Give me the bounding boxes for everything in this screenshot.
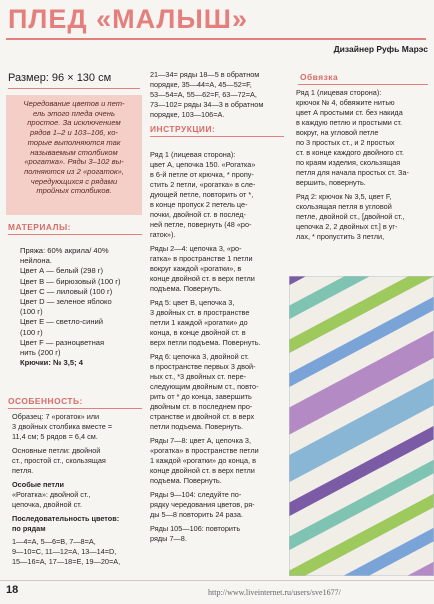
sequence-line: порядке, 103—106=А. — [150, 110, 225, 119]
blanket-photo — [289, 276, 434, 576]
row1-line: цвет А, цепочка 150. «Рогатка» — [150, 160, 256, 169]
color-f-weight: нить (200 г) — [20, 348, 61, 358]
row5-line: верх петли подъема. Повернуть. — [150, 338, 261, 347]
intro-line: рядов 1–2 и 103–106, ко- — [30, 128, 118, 138]
color-e: Цвет Е — светло-синий — [20, 317, 104, 327]
size-divider — [8, 88, 140, 89]
row6-line: рить от * до конца, завершить — [150, 392, 252, 401]
color-d: Цвет D — зеленое яблоко — [20, 297, 112, 307]
page-number: 18 — [6, 584, 19, 596]
row2-line: подъема. Повернуть. — [150, 284, 222, 293]
intro-line: чередующихся с рядами — [30, 176, 118, 186]
border-row2-line: лах, * пропустить 3 петли, — [296, 232, 385, 241]
source-url[interactable]: http://www.liveinternet.ru/users/sve1677/ — [208, 588, 341, 597]
row2-line: гатка» в пространстве 1 петли — [150, 254, 253, 263]
row6-line: петли подъема. Повернуть. — [150, 422, 244, 431]
row5-line: конца, в конце двойной ст. в — [150, 328, 246, 337]
title-divider — [6, 38, 426, 40]
intro-line: ель этого пледа очень — [33, 108, 115, 118]
size-label: Размер: 96 × 130 см — [8, 72, 112, 84]
row2-line: Ряды 2—4: цепочка 3, «ро- — [150, 244, 242, 253]
sequence-line: 1—4=А, 5—6=В, 7—8=А, — [12, 537, 96, 546]
sequence-heading: Последовательность цветов: — [12, 514, 120, 523]
row1-line: почки, двойной ст. в послед- — [150, 210, 246, 219]
row1-line: в конце пропуск 2 петель це- — [150, 200, 248, 209]
intro-line: «рогатка». Ряды 3–102 вы- — [24, 157, 124, 167]
border-divider — [298, 84, 428, 85]
sample-line: 3 двойных столбика вместе = — [12, 422, 113, 431]
color-b: Цвет В — бирюзовый (100 г) — [20, 276, 121, 286]
border-row1-line: вершить, повернуть. — [296, 178, 366, 187]
row5-line: 3 двойных ст. в пространстве — [150, 308, 250, 317]
row1-line: ней петле, повернуть (48 «ро- — [150, 220, 252, 229]
row1-line: в 6-й петле от крючка, * пропу- — [150, 170, 254, 179]
color-d-weight: (100 г) — [20, 307, 43, 317]
border-list — [296, 88, 428, 242]
row6-line: Ряд 6: цепочка 3, двойной ст. — [150, 352, 249, 361]
special-stitch-line: «Рогатка»: двойной ст., — [12, 490, 91, 499]
row105-line: Ряды 105—106: повторить — [150, 524, 241, 533]
sequence-subheading: по рядам — [12, 524, 46, 533]
color-a: Цвет А — белый (298 г) — [20, 266, 104, 276]
border-row2-line: цепочка 2, 2 двойных ст.] в уг- — [296, 222, 398, 231]
color-c: Цвет С — лиловый (100 г) — [20, 286, 113, 296]
sequence-line: 9—10=С, 11—12=А, 13—14=D, — [12, 547, 117, 556]
row6-line: в пространстве первых 3 двой- — [150, 362, 256, 371]
sequence-line: порядке, 35—44=А, 45—52=F, — [150, 80, 252, 89]
footer-divider — [0, 580, 434, 581]
instructions-heading: ИНСТРУКЦИИ: — [150, 124, 216, 134]
border-row1-line: крючок № 4, обвяжите нитью — [296, 98, 395, 107]
basic-stitches-line: Основные петли: двойной — [12, 446, 101, 455]
color-f: Цвет F — разноцветная — [20, 337, 105, 347]
border-heading: Обвязка — [300, 72, 339, 82]
materials-divider — [8, 234, 142, 235]
row105-line: ряды 7—8. — [150, 534, 187, 543]
border-row2-line: петле, двойной ст., [двойной ст., — [296, 212, 405, 221]
sequence-line: 53—54=А, 55—62=F, 63—72=А, — [150, 90, 257, 99]
row7-line: 1 каждой «рогатки» до конца, в — [150, 456, 256, 465]
row1-line: Ряд 1 (лицевая сторона): — [150, 150, 236, 159]
instructions-list — [150, 150, 286, 544]
page-title: ПЛЕД «МАЛЫШ» — [8, 4, 248, 34]
basic-stitches-line: ст., простой ст., скользящая — [12, 456, 106, 465]
features-list — [12, 412, 142, 567]
intro-line: тройных столбиков. — [36, 186, 112, 196]
border-row1-line: по 3 простых ст., и 2 простых — [296, 138, 395, 147]
row9-line: рядку чередования цветов, ря- — [150, 500, 255, 509]
sample-line: Образец: 7 «рогаток» или — [12, 412, 100, 421]
row6-line: следующим двойным ст., повто- — [150, 382, 259, 391]
sample-line: 11,4 см; 5 рядов = 6,4 см. — [12, 432, 98, 441]
designer-credit: Дизайнер Руфь Марэс — [333, 44, 428, 54]
row5-line: Ряд 5: цвет В, цепочка 3, — [150, 298, 235, 307]
intro-line: Чередование цветов и пет- — [23, 99, 125, 108]
row6-line: двойным ст. в последнем про- — [150, 402, 253, 411]
yarn-line: Пряжа: 60% акрила/ 40% — [20, 246, 109, 255]
color-e-weight: (100 г) — [20, 327, 43, 337]
yarn-line: нейлона. — [20, 256, 52, 266]
border-row1-line: по краям изделия, скользящая — [296, 158, 401, 167]
row7-line: «рогатка» в пространстве петли — [150, 446, 259, 455]
border-row1-line: вокруг, на угловой петле — [296, 128, 379, 137]
border-row2-line: скользящая петля в угловой — [296, 202, 392, 211]
border-row1-line: ст. в конце каждого двойного ст. — [296, 148, 404, 157]
sequence-line: 15—16=А, 17—18=Е, 19—20=А, — [12, 557, 121, 566]
intro-line: полняются из 2 «рогаток», — [24, 166, 124, 176]
features-divider — [8, 408, 142, 409]
sequence-line: 73—102= ряды 34—3 в обратном — [150, 100, 264, 109]
row7-line: Ряды 7—8: цвет А, цепочка 3, — [150, 436, 251, 445]
border-row1-line: петля для начала простых ст. За- — [296, 168, 409, 177]
row7-line: конце двойной ст. в верх петли — [150, 466, 255, 475]
row9-line: Ряды 9—104: следуйте по- — [150, 490, 242, 499]
special-stitches-heading: Особые петли — [12, 480, 64, 489]
row1-line: гаток»). — [150, 230, 176, 239]
sequence-line: 21—34= ряды 18—5 в обратном — [150, 70, 260, 79]
row6-line: ных ст., *3 двойных ст. пере- — [150, 372, 247, 381]
materials-heading: МАТЕРИАЛЫ: — [8, 222, 71, 232]
hooks-line: Крючки: № 3,5; 4 — [20, 358, 83, 368]
row7-line: подъема. Повернуть. — [150, 476, 222, 485]
intro-note — [6, 95, 142, 215]
features-heading: ОСОБЕННОСТЬ: — [8, 396, 83, 406]
special-stitch-line: цепочка, двойной ст. — [12, 500, 82, 509]
row9-line: ды 5—8 повторить 24 раза. — [150, 510, 243, 519]
border-row1-line: Ряд 1 (лицевая сторона): — [296, 88, 382, 97]
intro-line: называемым столбиком — [30, 147, 118, 157]
sequence-continued — [150, 70, 284, 120]
border-row2-line: Ряд 2: крючок № 3,5, цвет F, — [296, 192, 392, 201]
row2-line: конце двойной ст. в верх петли — [150, 274, 255, 283]
instructions-divider — [150, 136, 284, 137]
row1-line: стить 2 петли, «рогатка» в сле- — [150, 180, 256, 189]
border-row1-line: в каждую петлю и простыми ст. — [296, 118, 403, 127]
border-row1-line: цвет А простыми ст. без накида — [296, 108, 403, 117]
blanket-illustration — [289, 276, 434, 576]
row1-line: дующей петле, повторить от *, — [150, 190, 254, 199]
intro-line: простое. За исключением — [27, 118, 121, 128]
intro-line: торые выполняются так — [27, 137, 121, 147]
row2-line: вокруг каждой «рогатки», в — [150, 264, 242, 273]
row6-line: странстве и двойной ст. в верх — [150, 412, 255, 421]
materials-list — [20, 246, 144, 368]
basic-stitches-line: петля. — [12, 466, 34, 475]
row5-line: петли 1 каждой «рогатки» до — [150, 318, 248, 327]
